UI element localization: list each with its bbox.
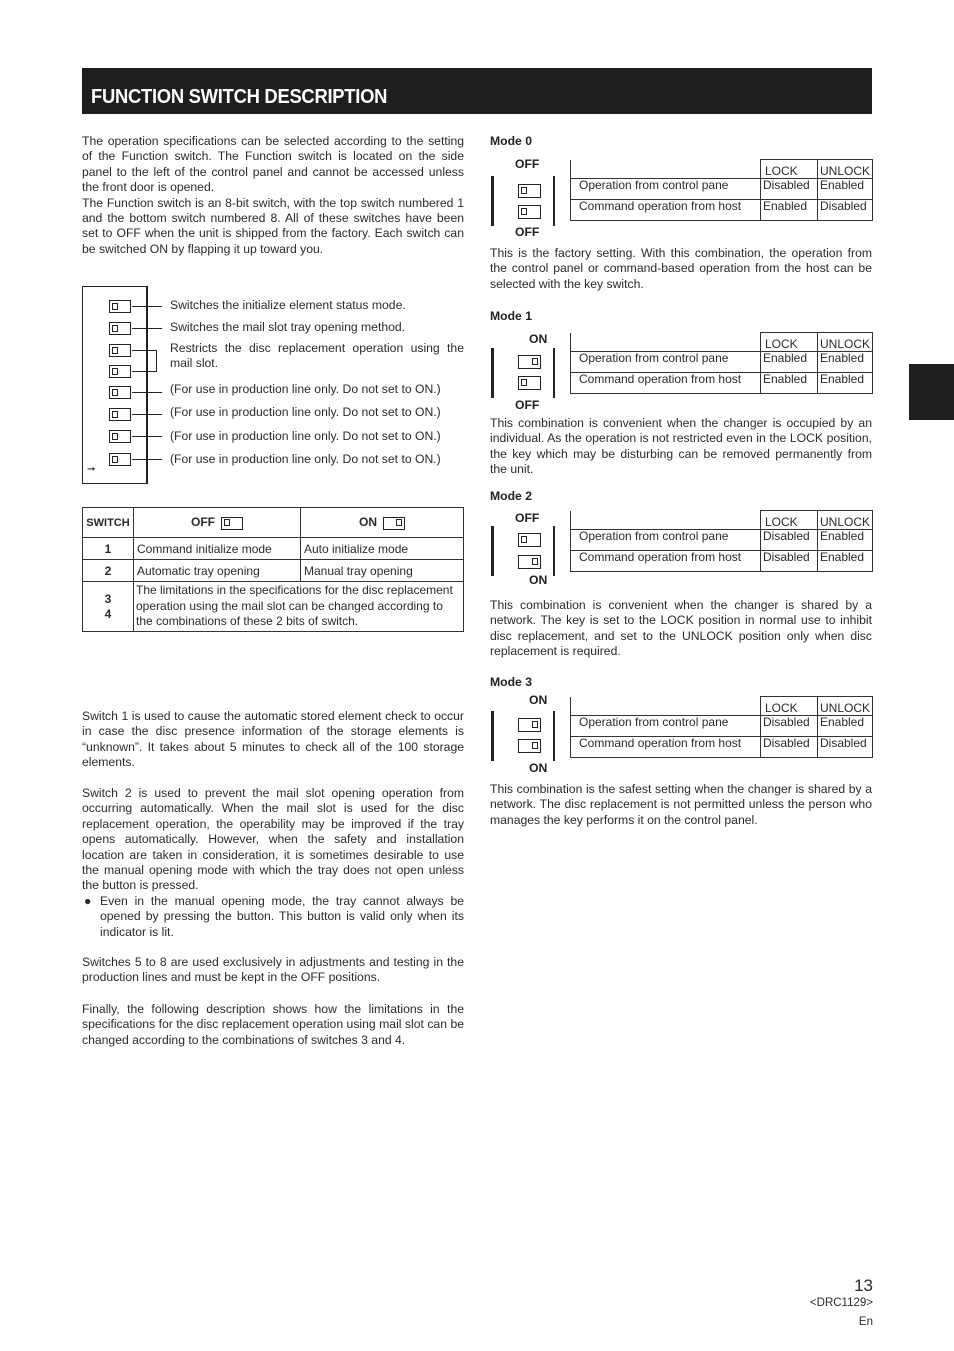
mode-3-bottom-state: ON — [529, 761, 548, 775]
leader-line — [132, 328, 162, 329]
on-value: Auto initialize mode — [301, 538, 464, 560]
row-label: Command operation from host — [571, 737, 761, 758]
unlock-value: Disabled — [817, 200, 872, 221]
intro-paragraph-2: The Function switch is an 8-bit switch, with the top switch numbered 1 and the bottom switch numbered 8. All of these switches have been set to OFF when the unit is shipped from the factory. Each switch can be switched ON by flapping it up toward you. — [82, 195, 464, 256]
mode-3-bracket-left — [491, 711, 494, 761]
switch-2-description — [82, 786, 464, 940]
column-header-lock: LOCK — [760, 511, 817, 530]
mode-3-switch-3-icon — [518, 718, 541, 732]
document-code: <DRC1129> — [809, 1297, 873, 1309]
column-header-lock: LOCK — [760, 697, 817, 716]
on-label: ON — [359, 515, 377, 530]
arrow-icon: ➞ — [87, 464, 96, 475]
lock-value: Enabled — [760, 352, 817, 373]
paragraph: Switch 2 is used to prevent the mail slot opening operation from occurring automatically. When the mail slot is used for the disc replacement operation, the operability may be improved if the tray opens automatically. However, when the safety and installation location are taken in consideration, it is sometimes desirable to use the manual opening mode with which the tray does not open unless the button is pressed. — [82, 786, 464, 893]
leader-line — [132, 414, 162, 415]
mode-0-description — [490, 246, 872, 292]
column-header-unlock: UNLOCK — [817, 160, 872, 179]
mode-3-bracket-right — [553, 711, 555, 761]
paragraph: Switch 1 is used to cause the automatic stored element check to occur in case the disc presence information of the storage elements is “unknown”. It takes about 5 minutes to check all of the 100 storage elements. — [82, 709, 464, 770]
on-value: Manual tray opening — [301, 560, 464, 582]
switch-5-8-description — [82, 955, 464, 986]
mode-3-top-state: ON — [529, 693, 548, 707]
mode-2-bracket-right — [553, 526, 555, 576]
switch-1-icon — [109, 300, 131, 313]
mode-1-top-state: ON — [529, 332, 548, 346]
switch-number: 4 — [104, 606, 112, 621]
column-header-on — [301, 508, 464, 538]
mode-1-switch-4-icon — [518, 376, 541, 390]
row-label: Command operation from host — [571, 200, 761, 221]
row-label: Command operation from host — [571, 551, 761, 572]
mode-1-description — [490, 416, 872, 478]
switch-number-3-4 — [83, 582, 134, 632]
lock-value: Enabled — [760, 200, 817, 221]
mode-0-switch-3-icon — [518, 184, 541, 198]
mode-2-bracket-left — [491, 526, 494, 576]
mode-2-switch-4-icon — [518, 555, 541, 569]
blank-cell — [571, 333, 761, 352]
column-header-lock: LOCK — [760, 333, 817, 352]
column-header-unlock: UNLOCK — [817, 333, 872, 352]
mode-2-table — [570, 510, 873, 572]
switch-number: 3 — [104, 591, 112, 606]
switch-4-icon — [109, 365, 131, 378]
switch-1-label: Switches the initialize element status mode. — [170, 298, 406, 312]
off-value: Command initialize mode — [134, 538, 301, 560]
switch-6-label: (For use in production line only. Do not set to ON.) — [170, 405, 441, 419]
switch-6-icon — [109, 408, 131, 421]
row-label: Operation from control pane — [571, 716, 761, 737]
table-header-row — [571, 160, 873, 179]
unlock-value: Enabled — [817, 373, 872, 394]
mode-2-switch-3-icon — [518, 533, 541, 547]
mode-2-top-state: OFF — [515, 511, 540, 525]
leader-line — [132, 350, 156, 351]
table-row — [571, 530, 873, 551]
mode-3-title: Mode 3 — [490, 675, 532, 689]
switch-2-label: Switches the mail slot tray opening method. — [170, 320, 406, 334]
table-row — [571, 716, 873, 737]
leader-line — [132, 306, 162, 307]
paragraph: This combination is convenient when the changer is occupied by an individual. As the operation is not restricted even in the LOCK position, the key which may be disturbing can be removed permanently from the unit. — [490, 416, 872, 477]
switch-3-4-label: Restricts the disc replacement operation using the mail slot. — [170, 341, 464, 371]
unlock-value: Enabled — [817, 716, 872, 737]
switch-7-label: (For use in production line only. Do not set to ON.) — [170, 429, 441, 443]
mode-0-bracket-left — [491, 176, 494, 226]
mode-1-title: Mode 1 — [490, 309, 532, 323]
section-tab-marker — [909, 364, 954, 420]
mode-0-switch-4-icon — [518, 205, 541, 219]
switch-7-icon — [109, 430, 131, 443]
bullet-icon: ● — [84, 893, 92, 908]
table-header-row — [571, 511, 873, 530]
intro-text — [82, 134, 464, 257]
bullet-text: Even in the manual opening mode, the tray cannot always be opened by pressing the button. This button is valid only when its indicator is lit. — [100, 893, 464, 939]
mode-3-table — [570, 696, 873, 758]
lock-value: Disabled — [760, 530, 817, 551]
off-value: Automatic tray opening — [134, 560, 301, 582]
mode-2-bottom-state: ON — [529, 573, 548, 587]
leader-line — [132, 392, 162, 393]
switch-off-icon — [221, 517, 243, 530]
switch-3-icon — [109, 344, 131, 357]
unlock-value: Disabled — [817, 737, 872, 758]
switch-5-icon — [109, 386, 131, 399]
table-header-row — [571, 697, 873, 716]
row-label: Command operation from host — [571, 373, 761, 394]
combined-value: The limitations in the specifications for the disc replacement operation using the mail slot can be changed according to the combinations of these 2 bits of switch. — [134, 582, 464, 632]
section-header — [82, 68, 872, 114]
table-row — [571, 200, 873, 221]
paragraph: Switches 5 to 8 are used exclusively in adjustments and testing in the production lines and must be kept in the OFF positions. — [82, 955, 464, 985]
table-row — [571, 373, 873, 394]
switch-number: 2 — [83, 560, 134, 582]
language-code: En — [858, 1316, 873, 1328]
mode-0-title: Mode 0 — [490, 134, 532, 148]
column-header-lock: LOCK — [760, 160, 817, 179]
leader-line — [132, 436, 162, 437]
switch-on-icon — [383, 517, 405, 530]
blank-cell — [571, 511, 761, 530]
off-label: OFF — [191, 515, 215, 530]
paragraph: Finally, the following description shows how the limitations in the specifications for the disc replacement operation using mail slot can be changed according to the combinations of switches 3 and 4. — [82, 1002, 464, 1047]
mode-1-switch-3-icon — [518, 355, 541, 369]
lock-value: Disabled — [760, 716, 817, 737]
switch-2-icon — [109, 322, 131, 335]
mode-0-bottom-state: OFF — [515, 225, 540, 239]
table-header-row — [571, 333, 873, 352]
table-header-row — [83, 508, 464, 538]
table-row — [83, 582, 464, 632]
unlock-value: Enabled — [817, 352, 872, 373]
table-row — [571, 737, 873, 758]
mode-2-description — [490, 598, 872, 660]
switch-1-description — [82, 709, 464, 771]
mode-1-table — [570, 332, 873, 394]
leader-bracket — [156, 350, 157, 372]
unlock-value: Enabled — [817, 179, 872, 200]
page-title: FUNCTION SWITCH DESCRIPTION — [91, 86, 388, 108]
page-number: 13 — [854, 1276, 873, 1295]
switch-8-label: (For use in production line only. Do not set to ON.) — [170, 452, 441, 466]
mode-0-bracket-right — [553, 176, 555, 226]
finally-description — [82, 1002, 464, 1048]
switch-5-label: (For use in production line only. Do not set to ON.) — [170, 382, 441, 396]
column-header-unlock: UNLOCK — [817, 697, 872, 716]
mode-1-bracket-right — [553, 348, 555, 398]
intro-paragraph-1: The operation specifications can be selected according to the setting of the Function switch. The Function switch is located on the side panel to the left of the control panel and cannot be accessed unless the front door is opened. — [82, 134, 464, 195]
mode-3-switch-4-icon — [518, 739, 541, 753]
paragraph: This is the factory setting. With this combination, the operation from the control panel or command-based operation from the host can be selected with the key switch. — [490, 246, 872, 291]
leader-line — [132, 459, 162, 460]
bullet-item — [82, 894, 464, 940]
switch-8-icon — [109, 453, 131, 466]
lock-value: Enabled — [760, 373, 817, 394]
mode-3-description — [490, 782, 872, 828]
column-header-unlock: UNLOCK — [817, 511, 872, 530]
mode-1-bottom-state: OFF — [515, 398, 540, 412]
switch-settings-table — [82, 507, 464, 632]
paragraph: This combination is the safest setting when the changer is shared by a network. The disc replacement is not permitted unless the person who manages the key performs it on the control panel. — [490, 782, 872, 827]
row-label: Operation from control pane — [571, 179, 761, 200]
row-label: Operation from control pane — [571, 352, 761, 373]
table-row — [83, 560, 464, 582]
unlock-value: Enabled — [817, 551, 872, 572]
lock-value: Disabled — [760, 179, 817, 200]
table-row — [83, 538, 464, 560]
blank-cell — [571, 697, 761, 716]
column-header-switch: SWITCH — [83, 508, 134, 538]
row-label: Operation from control pane — [571, 530, 761, 551]
table-row — [571, 551, 873, 572]
function-switch-diagram — [82, 286, 148, 484]
table-row — [571, 179, 873, 200]
leader-line — [132, 371, 156, 372]
lock-value: Disabled — [760, 551, 817, 572]
table-row — [571, 352, 873, 373]
switch-number: 1 — [83, 538, 134, 560]
paragraph: This combination is convenient when the changer is shared by a network. The key is set to the LOCK position in normal use to inhibit disc replacement, and set to the UNLOCK position only when disc replacement is required. — [490, 598, 872, 659]
mode-2-title: Mode 2 — [490, 489, 532, 503]
blank-cell — [571, 160, 761, 179]
mode-1-bracket-left — [491, 348, 494, 398]
lock-value: Disabled — [760, 737, 817, 758]
unlock-value: Enabled — [817, 530, 872, 551]
mode-0-table — [570, 159, 873, 221]
column-header-off — [134, 508, 301, 538]
mode-0-top-state: OFF — [515, 157, 540, 171]
